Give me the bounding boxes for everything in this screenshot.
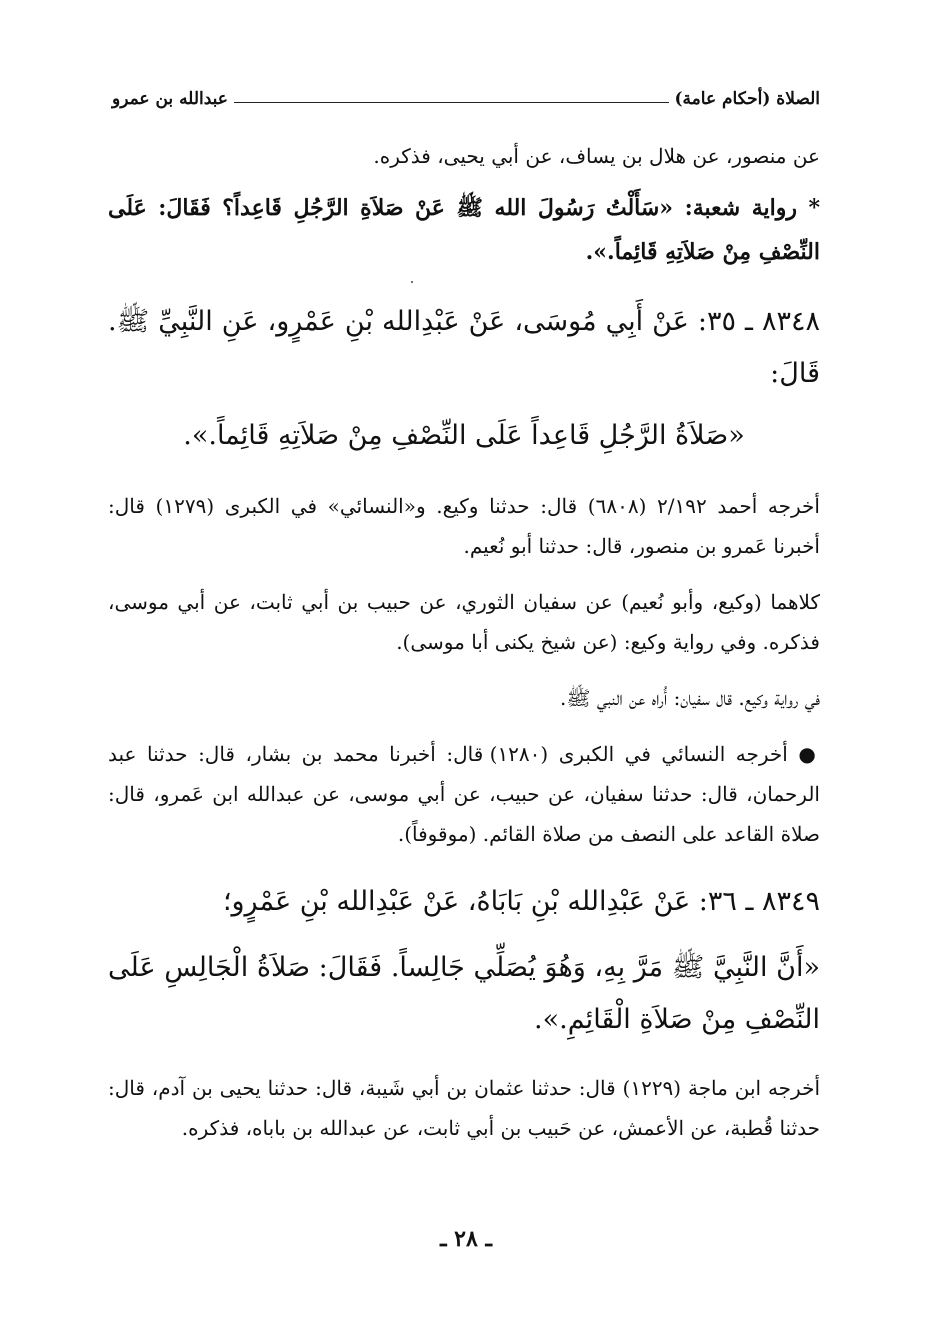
continuation-paragraph: عن منصور، عن هلال بن يساف، عن أبي يحيى، فذكره.	[373, 144, 820, 168]
hadith-8348-text: «صَلاَةُ الرَّجُلِ قَاعِداً عَلَى النِّصْفِ مِنْ صَلاَتِهِ قَائِماً.».	[183, 420, 745, 451]
takhrij-nasai-mawquf: ● أخرجه النسائي في الكبرى (١٢٨٠) قال: أخبرنا محمد بن بشار، قال: حدثنا عبد الرحمان، قال: حدثنا سفيان، عن حبيب، عن أبي موسى، عن عبدالله ابن عَمرو، قال: صلاة القاعد على النصف من صلاة القائم. (موقوفاً).	[108, 742, 820, 846]
hadith-8349-heading: ٨٣٤٩ ـ ٣٦: عَنْ عَبْدِالله بْنِ بَابَاهُ، عَنْ عَبْدِالله بْنِ عَمْرٍو؛	[222, 886, 820, 917]
running-header	[112, 84, 820, 114]
header-section-title: الصلاة (أحكام عامة)	[674, 89, 820, 109]
hadith-8348-heading: ٨٣٤٨ ـ ٣٥: عَنْ أَبِي مُوسَى، عَنْ عَبْدِالله بْنِ عَمْرٍو، عَنِ النَّبِيِّ ﷺ. قَالَ:	[108, 306, 821, 389]
takhrij-ibn-majah: أخرجه ابن ماجة (١٢٢٩) قال: حدثنا عثمان بن أبي شَيبة، قال: حدثنا يحيى بن آدم، قال: حدثنا قُطبة، عن الأعمش، عن حَبيب بن أبي ثابت، عن عبدالله بن باباه، فذكره.	[108, 1076, 820, 1140]
page-number: ـ ٢٨ ـ	[440, 1226, 492, 1252]
sufyan-note: في رواية وكيع. قال سفيان: أُراه عن النبي ﷺ.	[560, 686, 820, 710]
stray-mark	[411, 281, 413, 283]
header-rule	[234, 102, 669, 103]
shuba-narration: * رواية شعبة: «سَأَلْتُ رَسُولَ الله ﷺ عَنْ صَلاَةِ الرَّجُلِ قَاعِداً؟ فَقَالَ: عَلَى النِّصْفِ مِنْ صَلاَتِهِ قَائِماً.».	[108, 195, 820, 265]
header-narrator-name: عبدالله بن عمرو	[112, 89, 228, 109]
takhrij-both-chains: كلاهما (وكيع، وأبو نُعيم) عن سفيان الثوري، عن حبيب بن أبي ثابت، عن أبي موسى، فذكره. وفي رواية وكيع: (عن شيخ يكنى أبا موسى).	[108, 590, 820, 654]
hadith-8349-text: «أَنَّ النَّبِيَّ ﷺ مَرَّ بِهِ، وَهُوَ يُصَلِّي جَالِساً. فَقَالَ: صَلاَةُ الْجَالِسِ عَلَى النِّصْفِ مِنْ صَلاَةِ الْقَائِمِ.».	[108, 952, 820, 1035]
takhrij-ahmad-nasai: أخرجه أحمد ٢/١٩٢ (٦٨٠٨) قال: حدثنا وكيع. و«النسائي» في الكبرى (١٢٧٩) قال: أخبرنا عَمرو بن منصور، قال: حدثنا أبو نُعيم.	[108, 494, 820, 558]
